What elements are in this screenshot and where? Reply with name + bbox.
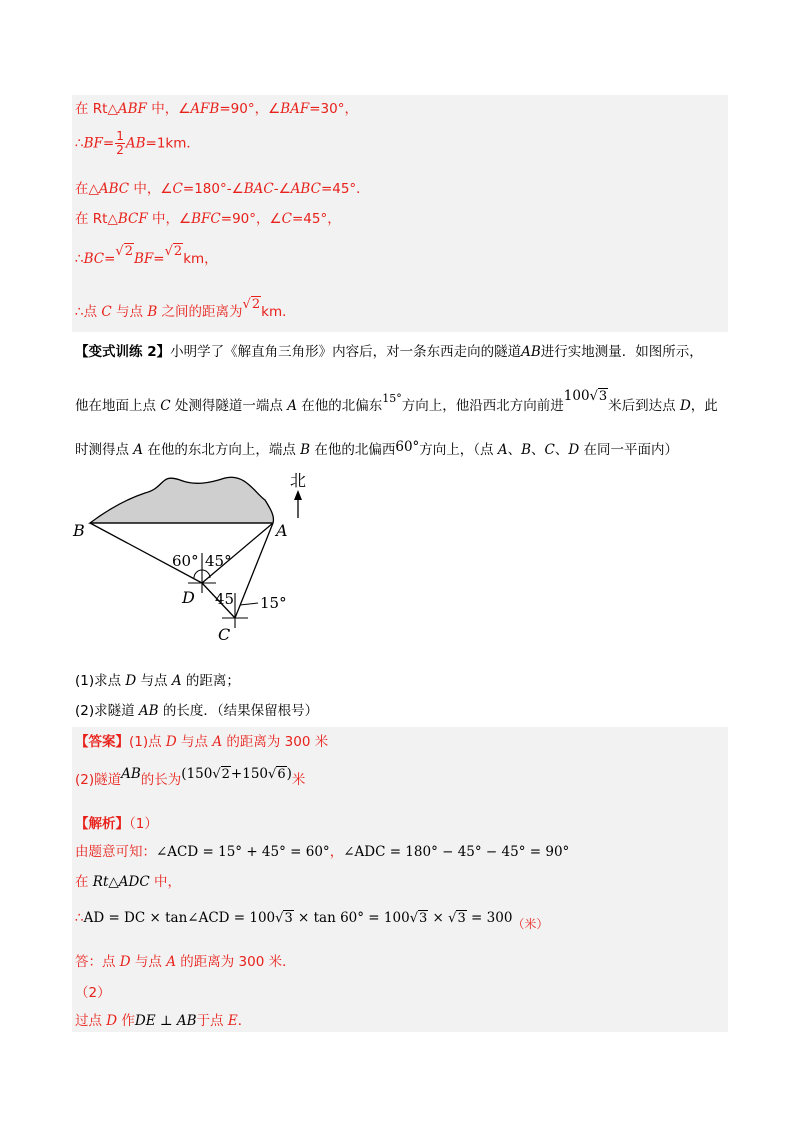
solution-line-1: 在 Rt△ABF 中，∠AFB=90°，∠BAF=30°， [75, 101, 358, 117]
tick-15 [240, 603, 258, 605]
label-B: B [73, 521, 85, 540]
sqrt-2: √2 [115, 244, 133, 259]
solution-line-2: ∴BF= $\frac{1}{2}$ AB=1km． [75, 129, 200, 157]
sqrt-3: √3 [589, 389, 608, 404]
label-D: D [182, 588, 195, 607]
north-arrow-head [294, 490, 302, 500]
solution-line-6: ∴点 C 与点 B 之间的距离为√2km． [75, 297, 296, 320]
answer-line-2: (2)隧道AB的长为(150√2+150√6)米 [75, 766, 306, 788]
sqrt-3: √3 [409, 911, 428, 926]
analysis-line-3: ∴AD = DC × tan∠ACD = 100√3 × tan 60° = 100√3 × √3 = 300（米） [75, 910, 549, 931]
label-angle-15: 15° [260, 594, 287, 612]
sqrt-2: √2 [164, 244, 183, 259]
fraction-half: $\frac{1}{2}$ [116, 129, 124, 157]
label-A: A [276, 521, 288, 540]
mountain-shape [90, 477, 273, 523]
solution-line-5: ∴BC=√2BF=√2km， [75, 244, 218, 267]
analysis-tag-line: 【解析】（1） [75, 816, 158, 832]
answer-line-1: 【答案】(1)点 D 与点 A 的距离为 300 米 [75, 734, 329, 750]
question-1: (1)求点 D 与点 A 的距离； [75, 673, 240, 689]
label-angle-60: 60° [172, 552, 199, 570]
solution-line-3: 在△ABC 中，∠C=180°-∠BAC-∠ABC=45°． [75, 181, 370, 197]
label-angle-45-top: 45° [205, 552, 232, 570]
label-north: 北 [290, 471, 307, 490]
solution-line-4: 在 Rt△BCF 中，∠BFC=90°，∠C=45°， [75, 211, 341, 227]
analysis-part-2: （2） [75, 985, 111, 1001]
sqrt-3: √3 [275, 911, 293, 926]
sqrt-2: √2 [242, 297, 261, 312]
problem-line-2: 他在地面上点 C 处测得隧道一端点 A 在他的北偏东$^{15^\circ}$方向上，他沿西北方向前进100√3米后到达点 D，此 [75, 388, 718, 414]
sqrt-3: √3 [448, 911, 466, 926]
label-C: C [218, 625, 231, 644]
problem-line-3: 时测得点 A 在他的东北方向上，端点 B 在他的北偏西60°方向上，（点 A、B、C、D 在同一平面内） [75, 439, 678, 458]
analysis-line-4: 答：点 D 与点 A 的距离为 300 米． [75, 954, 296, 970]
label-angle-45-mid: 45 [215, 590, 235, 608]
tunnel-figure [70, 468, 310, 648]
analysis-line-1: 由题意可知：∠ACD = 15° + 45° = 60°，∠ADC = 180° − 45° − 45° = 90° [75, 844, 570, 860]
sqrt-2: √2 [212, 767, 230, 782]
question-2: (2)求隧道 AB 的长度．（结果保留根号） [75, 703, 319, 719]
analysis-line-2: 在 Rt△ADC 中， [75, 874, 181, 890]
problem-line-1: 【变式训练 2】小明学了《解直角三角形》内容后，对一条东西走向的隧道AB进行实地测量．如图所示， [75, 344, 703, 360]
sqrt-6: √6 [268, 767, 286, 782]
analysis-line-5: 过点 D 作DE ⊥ AB于点 E． [75, 1013, 252, 1029]
